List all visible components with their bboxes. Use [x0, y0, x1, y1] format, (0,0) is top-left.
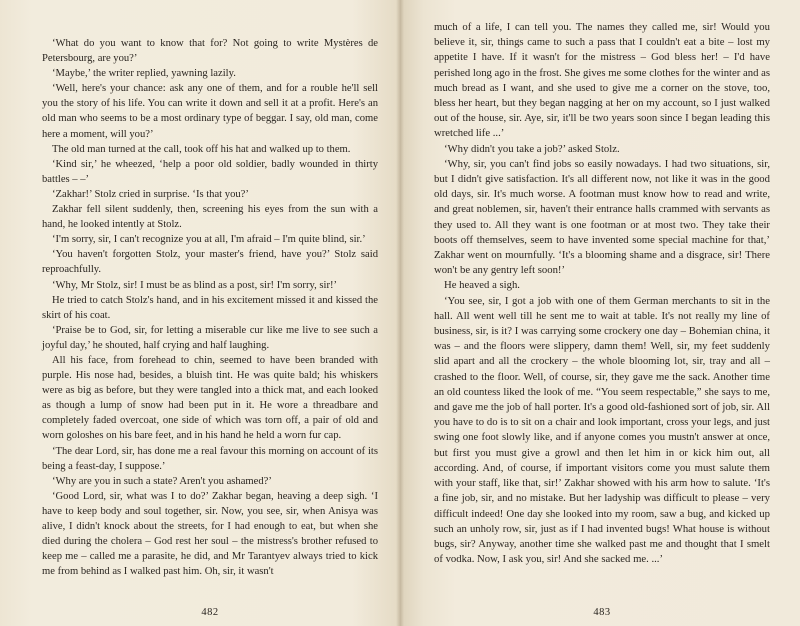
paragraph: ‘Zakhar!’ Stolz cried in surprise. ‘Is that you?’	[52, 188, 249, 200]
page-number-right: 483	[593, 607, 611, 618]
right-page	[400, 0, 800, 626]
paragraph: ‘You see, sir, I got a job with one of them German merchants to sit in the hall. All went well till he sent me to wait at table. It's not really my line of business, sir, is it? I was carrying some crockery one day – Bohemian china, it was – and the floors were slippery, damn them! Well, sir, my feet suddenly slid apart and all the crockery – the whole blooming lot, sir, tray and all – crashed to the floor. Well, of course, sir, they gave me the sack. Another time an old countess liked the look of me. “You seem respectable,” she says to me, and gave me the job of hall porter. It's a good old-fashioned sort of job, sir. All you have to do is to sit on a chair and look important, cross your legs, and just swing one foot slowly like, and if anyone comes you mustn't answer at once, but first you must give a growl and then let him in or kick him out, all according. And, of course, if important visitors come you must salute them with your staff, like that, sir!’ Zakhar showed with his arm how to salute. ‘It's a fine job, sir, and no mistake. But her ladyship was difficult to please – very difficult indeed! One day she looked into my room, saw a bug, and kicked up such an unholy row, sir, just as if I had invented bugs! What house is without bugs, sir? Anyway, another time she walked past me and thought that I smelt of vodka. Now, I ask you, sir! And she sacked me. ...’	[434, 294, 770, 566]
paragraph: ‘Why, sir, you can't find jobs so easily nowadays. I had two situations, sir, but I didn't give satisfaction. It's all different now, not like it was in the good old days, sir. It's much worse. A footman must know how to read and write, and great noblemen, sir, haven't their entrance halls crammed with servants as they used to. All they want is one footman or at most two. They take their boots off themselves, seem to have invented some special machine for that,’ Zakhar went on mournfully. ‘It's a blooming shame and a disgrace, sir! There won't be any gentry left soon!’	[434, 157, 770, 277]
paragraph: ‘Why are you in such a state? Aren't you ashamed?’	[52, 475, 272, 487]
paragraph: ‘What do you want to know that for? Not going to write Mystères de Petersbourg, are you?’	[42, 38, 378, 65]
paragraph: He tried to catch Stolz's hand, and in his excitement missed it and kissed the skirt of his coat.	[42, 294, 378, 321]
paragraph: ‘Praise be to God, sir, for letting a miserable cur like me live to see such a joyful day,’ he shouted, half crying and half laughing.	[42, 324, 378, 351]
paragraph: ‘I'm sorry, sir, I can't recognize you at all, I'm afraid – I'm quite blind, sir.’	[52, 234, 366, 246]
paragraph: ‘Well, here's your chance: ask any one of them, and for a rouble he'll sell you the story of his life. You can write it down and sell it at a profit. Here's an old man who seems to be a most ordinary type of beggar. I say, old man, come here a moment, will you?’	[42, 83, 378, 140]
paragraph: ‘Good Lord, sir, what was I to do?’ Zakhar began, heaving a deep sigh. ‘I have to keep body and soul together, sir. Now, you see, sir, when Anisya was alive, I didn't knock about the streets, for I had enough to eat, but when she died during the cholera – God rest her soul – the mistress's brother refused to keep me – called me a parasite, he did, and Mr Tarantyev always tried to kick me from behind as I walked past him. Oh, sir, it wasn't	[42, 490, 378, 578]
paragraph: ‘You haven't forgotten Stolz, your master's friend, have you?’ Stolz said reproachfully.	[42, 249, 378, 276]
paragraph: Zakhar fell silent suddenly, then, screening his eyes from the sun with a hand, he looked intently at Stolz.	[42, 204, 378, 231]
page-number-left: 482	[201, 607, 219, 618]
paragraph: ‘Why didn't you take a job?’ asked Stolz.	[444, 142, 620, 155]
paragraph: He heaved a sigh.	[444, 279, 520, 292]
paragraph: ‘The dear Lord, sir, has done me a real favour this morning on account of its being a feast-day, I suppose.’	[42, 445, 378, 472]
paragraph: ‘Maybe,’ the writer replied, yawning lazily.	[52, 68, 236, 80]
paragraph: ‘Why, Mr Stolz, sir! I must be as blind as a post, sir! I'm sorry, sir!’	[52, 279, 338, 291]
paragraph: All his face, from forehead to chin, seemed to have been branded with purple. His nose had, besides, a bluish tint. He was quite bald; his whiskers were as big as before, but they were tangled into a thick mat, and each looked as though a lump of snow had been put in it. He wore a threadbare and completely faded overcoat, one side of which was torn off, a pair of old and worn goloshes on his bare feet, and in his hand he held a worn fur cap.	[42, 354, 378, 442]
paragraph: The old man turned at the call, took off his hat and walked up to them.	[52, 143, 351, 155]
right-page-text	[434, 20, 770, 567]
paragraph: much of a life, I can tell you. The names they called me, sir! Would you believe it, sir, things came to such a pass that I couldn't eat a bite – lost my appetite I have. If it wasn't for the mistress – God bless her! – I'd have perished long ago in the frost. She gives me some clothes for the winter and as much bread as I want, and she used to give me a corner on the stove, too, bless her heart, but they began nagging at her on my account, so I just walked out of the house, sir. Aye, sir, it'll be two years soon since I began leading this wretched life ...’	[434, 21, 770, 140]
left-page-text	[42, 36, 378, 579]
paragraph: ‘Kind sir,’ he wheezed, ‘help a poor old soldier, badly wounded in thirty battles – –’	[42, 158, 378, 185]
